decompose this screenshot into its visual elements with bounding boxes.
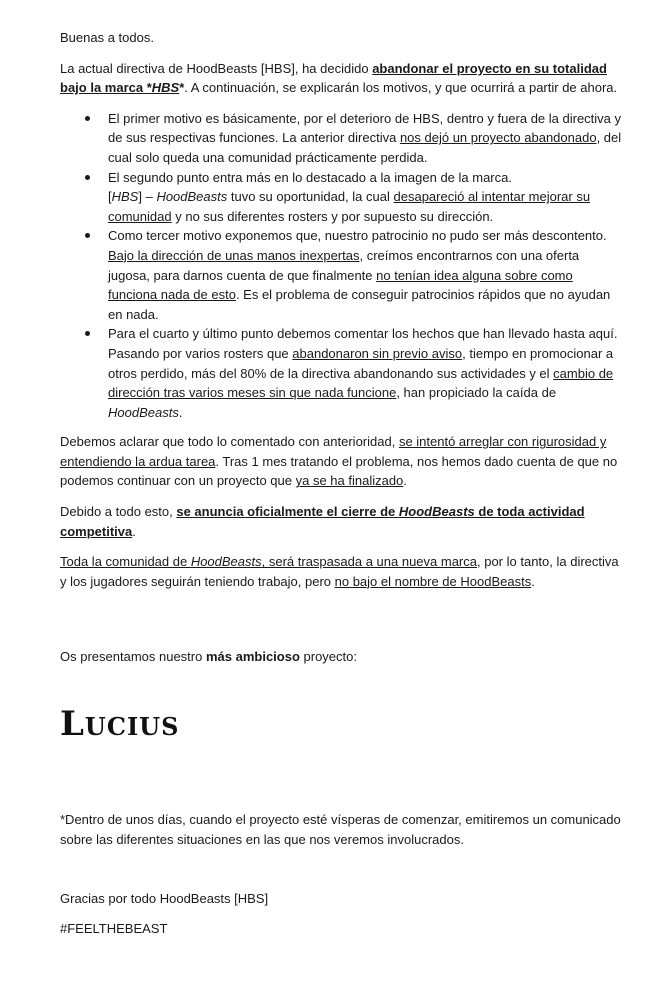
text-run-bold: se anuncia oficialmente el cierre de (176, 504, 399, 520)
text-run: proyecto: (299, 649, 357, 664)
text-run: , tiempo en promocionar a otros perdido, más del 80% de la directiva abandonando sus actividades y el (108, 345, 614, 381)
text-run-underlined: no bajo el nombre de HoodBeasts (334, 573, 532, 589)
paragraph-closure-announcement (60, 502, 624, 541)
paragraph-community-transfer (60, 552, 624, 591)
thanks-line: Gracias por todo HoodBeasts [HBS] (60, 891, 269, 906)
logo-initial: L (60, 704, 85, 744)
logo-rest: UCIUS (84, 712, 180, 741)
text-run: La actual directiva de HoodBeasts [HBS], ha decidido (60, 60, 373, 76)
list-item (108, 168, 624, 227)
text-run: Para el cuarto y último punto debemos comentar los hechos que han llevado hasta aquí. Pasando por varios rosters que (108, 326, 618, 361)
text-run: y no sus diferentes rosters y por supuesto su dirección. (171, 208, 494, 224)
text-run-underlined: abandonaron sin previo aviso (292, 345, 463, 361)
text-run: El primer motivo es básicamente, por el deterioro de HBS, dentro y fuera de la directiva y de sus respectivas funciones. La anterior directiva (108, 110, 622, 146)
list-item (108, 109, 624, 168)
text-run-italic: HoodBeasts (190, 554, 262, 570)
text-run: Debido a todo esto, (60, 504, 177, 520)
text-run-bold: abandonar el proyecto en su totalidad bajo la marca * (60, 60, 607, 96)
text-run: El segundo punto entra más en lo destacado a la imagen de la marca. (108, 169, 512, 185)
text-run: . A continuación, se explicarán los motivos, y que ocurrirá a partir de ahora. (184, 80, 618, 96)
paragraph-intro (60, 59, 624, 98)
text-run-bold: más ambicioso (205, 649, 300, 664)
text-run-underlined: Toda la comunidad de (60, 554, 191, 570)
text-run: . Es el problema de conseguir patrocinios rápidos que no ayudan en nada. (108, 287, 611, 322)
text-run: . (132, 523, 136, 539)
paragraph-clarification (60, 432, 624, 491)
text-run: . (531, 573, 535, 589)
text-run-underlined: desapareció al intentar mejorar su comunidad (108, 189, 591, 224)
text-run: . Tras 1 mes tratando el problema, nos hemos dado cuenta de que no podemos continuar con un proyecto que (60, 453, 618, 489)
text-run: , del cual solo queda una comunidad prácticamente perdida. (108, 130, 622, 165)
text-run: ] – (138, 189, 157, 205)
footnote: *Dentro de unos días, cuando el proyecto esté vísperas de comenzar, emitiremos un comunicado sobre las diferentes situaciones en las que nos veremos involucrados. (60, 812, 621, 847)
text-run-underlined: se intentó arreglar con rigurosidad y entendiendo la ardua tarea (60, 434, 607, 469)
paragraph-presentation (60, 647, 624, 667)
text-run: tuvo su oportunidad, la cual (227, 189, 394, 205)
text-run-italic: HoodBeasts (398, 504, 475, 520)
text-run: , por lo tanto, la directiva y los jugadores seguirán teniendo trabajo, pero (60, 554, 619, 589)
text-run-italic: HBS (151, 80, 180, 96)
text-run: , creímos encontrarnos con una oferta jugosa, para darnos cuenta de que finalmente (108, 247, 580, 283)
text-run: [ (108, 189, 112, 205)
text-run: Como tercer motivo exponemos que, nuestro patrocinio no pudo ser más descontento. (108, 228, 607, 244)
text-run-italic: HoodBeasts (108, 404, 179, 420)
text-run-underlined: no tenían idea alguna sobre como funciona nada de esto (108, 267, 573, 303)
text-run: . (403, 473, 407, 489)
text-run-italic: HBS (111, 189, 139, 205)
text-run: , han propiciado la caída de (396, 385, 557, 401)
text-run-underlined: ya se ha finalizado (295, 473, 404, 489)
hashtag: #FEELTHEBEAST (60, 921, 168, 936)
text-run: . (178, 404, 183, 420)
list-item (108, 226, 624, 324)
lucius-logo (60, 704, 179, 747)
text-run-italic: HoodBeasts (156, 189, 228, 205)
greeting: Buenas a todos. (60, 30, 154, 45)
text-run: Os presentamos nuestro (60, 649, 206, 664)
text-run: Debemos aclarar que todo lo comentado con anterioridad, (60, 434, 399, 450)
text-run-underlined: , será traspasada a una nueva marca (261, 554, 477, 570)
reasons-list (60, 109, 624, 423)
list-item (108, 324, 624, 422)
text-run-bold: de toda actividad competitiva (60, 504, 585, 539)
text-run-underlined: cambio de dirección tras varios meses sin que nada funcione (108, 365, 614, 401)
text-run-bold: * (179, 80, 185, 96)
document-body (60, 28, 624, 602)
text-run-underlined: Bajo la dirección de unas manos inexpertas (108, 247, 360, 263)
text-run-underlined: abandonado (524, 130, 597, 146)
text-run-underlined: nos dejó un proyecto (399, 130, 525, 146)
